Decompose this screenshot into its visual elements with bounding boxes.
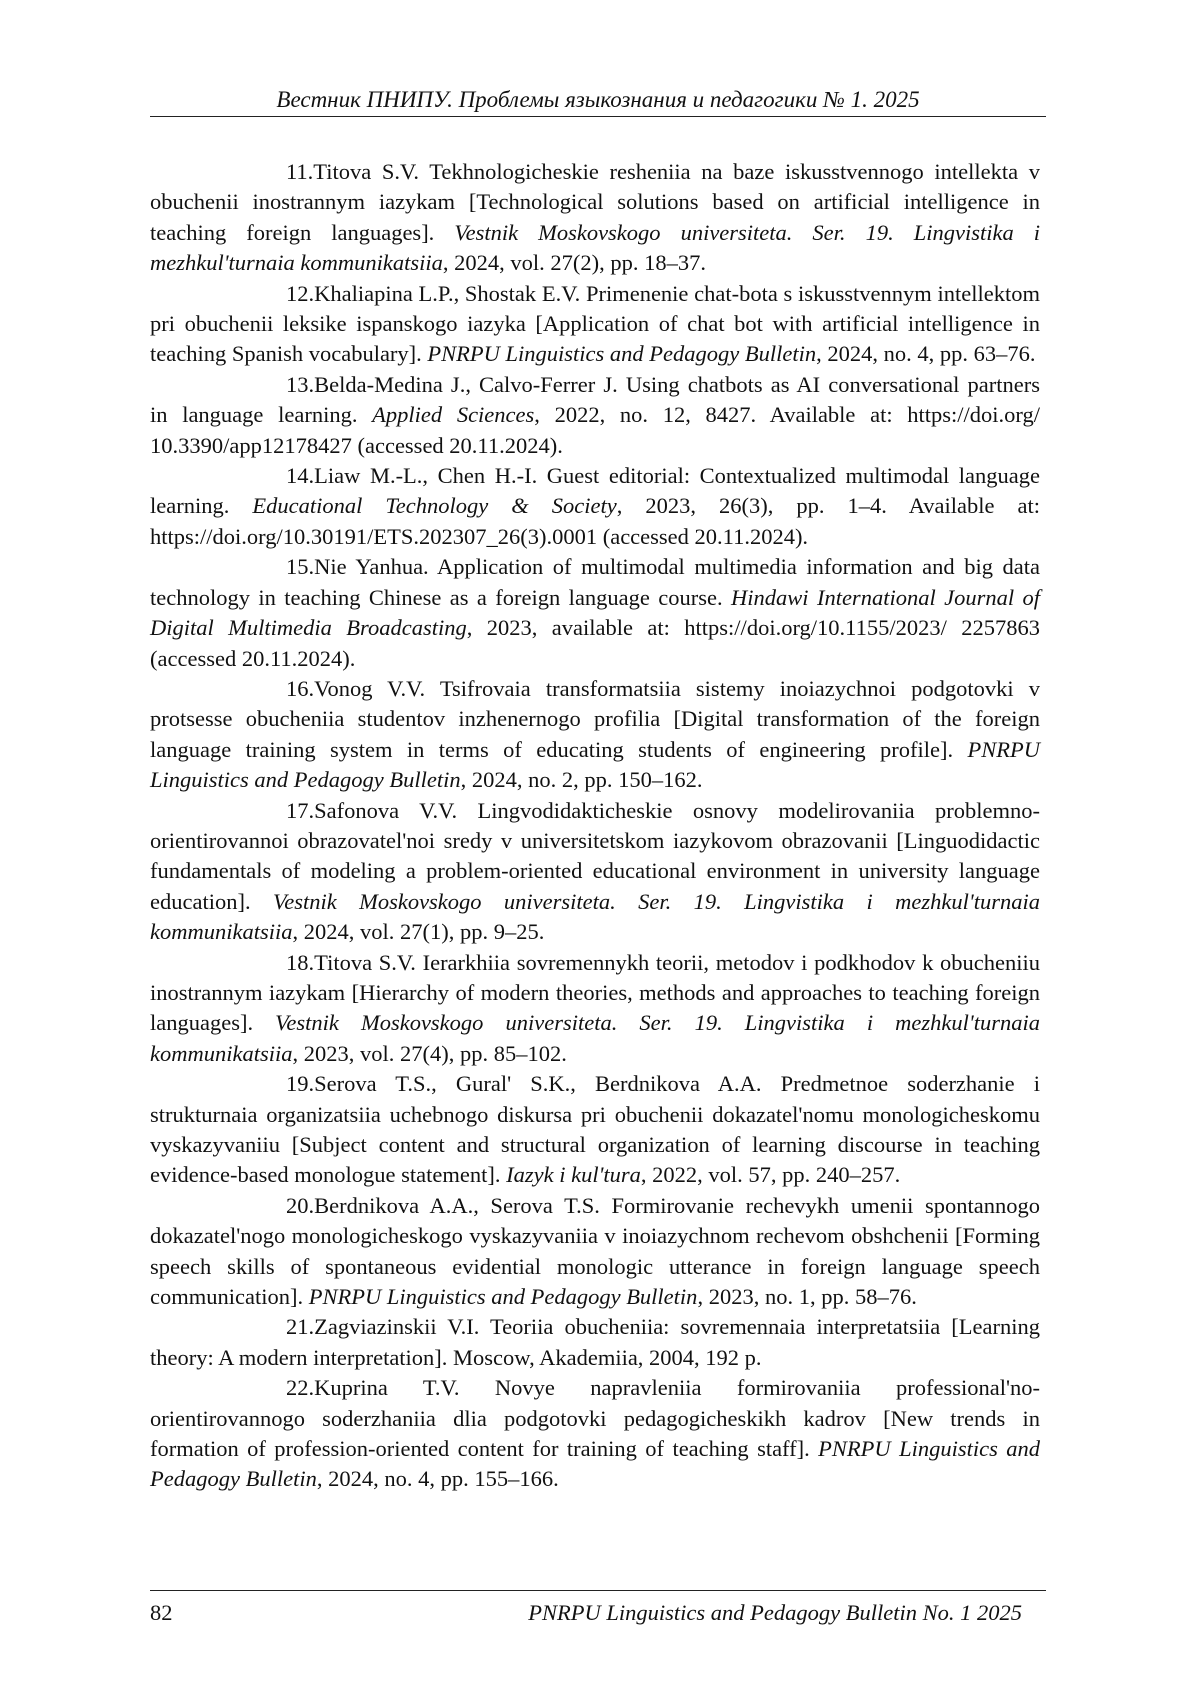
reference-text: Safonova V.V. Lingvodidakticheskie osnovy modelirovaniia problemno-orientirovannoi obrazovatel'noi sredy v universitetskom iazykovom obrazovanii [Linguodidactic fundamentals of modeling a problem-oriented educational environment in university language education]. [150,797,1040,914]
reference-details: , 2024, no. 4, pp. 155–166. [316,1466,559,1492]
reference-list [150,157,1040,1495]
reference-source-title: Vestnik Moskovskogo universiteta. Ser. 19. Lingvistika i mezhkul'turnaia kommunikatsiia [150,888,1040,945]
reference-entry [150,796,1040,948]
running-header: Вестник ПНИПУ. Проблемы языкознания и педагогики № 1. 2025 [276,87,920,112]
reference-details: , 2024, vol. 27(1), pp. 9–25. [292,919,545,945]
header-rule [150,116,1046,117]
reference-details: , 2022, vol. 57, pp. 240–257. [640,1162,901,1188]
reference-source-title: Educational Technology & Society [252,493,617,519]
reference-number: 20. [286,1192,315,1218]
reference-entry [150,1312,1040,1373]
reference-number: 17. [286,797,315,823]
reference-number: 14. [286,463,315,489]
footer-journal-title: PNRPU Linguistics and Pedagogy Bulletin No. 1 2025 [528,1600,1022,1625]
reference-text: Berdnikova A.A., Serova T.S. Formirovanie rechevykh umenii spontannogo dokazatel'nogo monologicheskogo vyskazyvaniia v inoiazychnom rechevom obshchenii [Forming speech skills of spontaneous evidential monologic utterance in foreign language speech communication]. [150,1192,1040,1310]
reference-number: 13. [286,371,315,397]
reference-source-title: PNRPU Linguistics and Pedagogy Bulletin [427,341,817,367]
reference-entry [150,157,1040,279]
reference-details: , 2024, no. 4, pp. 63–76. [816,341,1036,367]
reference-source-title: Applied Sciences [372,402,535,428]
reference-number: 11. [286,159,314,184]
reference-details: , 2022, no. 12, 8427. Available at: https://doi.org/ 10.3390/app12178427 (accessed 20.11.2024). [150,402,1041,458]
reference-text: Serova T.S., Gural' S.K., Berdnikova A.A. Predmetnoe soderzhanie i strukturnaia organizatsiia uchebnogo diskursa pri obuchenii dokazatel'nomu monologicheskomu vyskazyvaniiu [Subject content and structural organization of learning discourse in teaching evidence-based monologue statement]. [150,1071,1040,1188]
reference-entry [150,1069,1040,1191]
reference-text: Titova S.V. Ierarkhiia sovremennykh teorii, metodov i podkhodov k obucheniiu inostrannym iazykam [Hierarchy of modern theories, methods and approaches to teaching foreign languages]. [150,949,1040,1036]
reference-number: 12. [286,280,315,306]
reference-details: , 2023, vol. 27(4), pp. 85–102. [292,1040,567,1066]
reference-source-title: Hindawi International Journal of Digital Multimedia Broadcasting [150,584,1040,641]
reference-text: Zagviazinskii V.I. Teoriia obucheniia: sovremennaia interpretatsiia [Learning theory: A modern interpretation]. Moscow, Akademiia, 2004, 192 p. [150,1314,1040,1370]
reference-details: , 2023, available at: https://doi.org/10.1155/2023/ 2257863 (accessed 20.11.2024). [150,615,1040,671]
reference-number: 21. [286,1314,315,1340]
reference-number: 19. [286,1071,315,1097]
reference-text: Nie Yanhua. Application of multimodal multimedia information and big data technology in teaching Chinese as a foreign language course. [150,554,1040,610]
footer-rule [150,1590,1046,1591]
reference-text: Khaliapina L.P., Shostak E.V. Primenenie chat-bota s iskusstvennym intellektom pri obuchenii leksike ispanskogo iazyka [Application of chat bot with artificial intelligence in teaching Spanish vocabulary]. [150,280,1040,367]
reference-entry [150,1191,1040,1313]
reference-source-title: Iazyk i kul'tura [506,1162,641,1188]
reference-entry [150,1373,1040,1495]
reference-number: 15. [286,554,315,580]
reference-entry [150,948,1040,1070]
reference-details: , 2024, no. 2, pp. 150–162. [460,767,703,793]
reference-details: , 2024, vol. 27(2), pp. 18–37. [442,250,707,276]
reference-entry [150,370,1040,461]
reference-entry [150,552,1040,674]
reference-text: Vonog V.V. Tsifrovaia transformatsiia sistemy inoiazychnoi podgotovki v protsesse obucheniia studentov inzhenernogo profilia [Digital transformation of the foreign language training system in terms of educating students of engineering profile]. [150,675,1040,762]
reference-text: Kuprina T.V. Novye napravleniia formirovaniia professional'no-orientirovannogo soderzhaniia dlia podgotovki pedagogicheskikh kadrov [New trends in formation of profession-oriented content for training of teaching staff]. [150,1375,1040,1462]
reference-number: 16. [286,675,315,701]
reference-entry [150,461,1040,552]
reference-details: , 2023, 26(3), pp. 1–4. Available at: https://doi.org/10.30191/ETS.202307_26(3).0001 (accessed 20.11.2024). [150,493,1041,549]
reference-details: , 2023, no. 1, pp. 58–76. [697,1284,917,1310]
reference-text: Belda-Medina J., Calvo-Ferrer J. Using chatbots as AI conversational partners in language learning. [150,371,1040,428]
reference-entry [150,279,1040,370]
page-number: 82 [150,1600,173,1625]
reference-source-title: PNRPU Linguistics and Pedagogy Bulletin [308,1284,698,1310]
reference-text: Titova S.V. Tekhnologicheskie resheniia na baze iskusstvennogo intellekta v obuchenii inostrannym iazykam [Technological solutions based on artificial intelligence in teaching foreign languages]. [150,159,1040,245]
reference-source-title: PNRPU Linguistics and Pedagogy Bulletin [150,736,1040,793]
reference-text: Liaw M.-L., Chen H.-I. Guest editorial: Contextualized multimodal language learning. [150,463,1040,519]
reference-source-title: Vestnik Moskovskogo universiteta. Ser. 19. Lingvistika i mezhkul'turnaia kommunikatsiia [150,219,1040,276]
reference-source-title: PNRPU Linguistics and Pedagogy Bulletin [150,1436,1040,1492]
reference-number: 22. [286,1375,315,1401]
reference-source-title: Vestnik Moskovskogo universiteta. Ser. 19. Lingvistika i mezhkul'turnaia kommunikatsiia [150,1010,1040,1066]
reference-number: 18. [286,949,315,975]
reference-entry [150,674,1040,796]
